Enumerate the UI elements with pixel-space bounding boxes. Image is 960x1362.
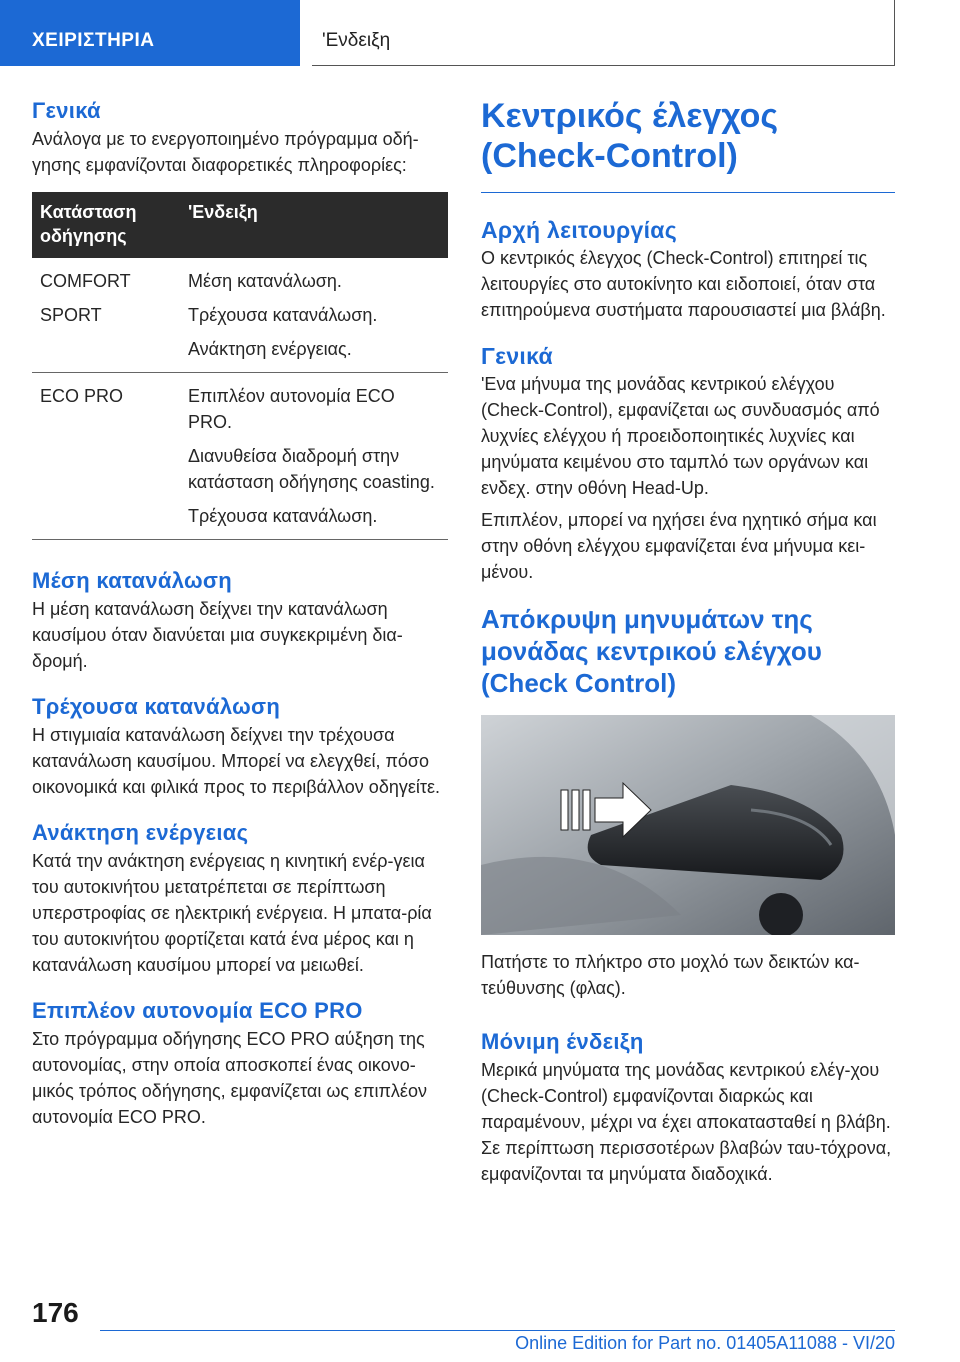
table-cell-mode [32,373,180,540]
mode-sport: SPORT [40,305,102,325]
average-consumption-paragraph: Η μέση κατανάλωση δείχνει την κατανάλωση καυσίμου όταν διανύεται μια συγκεκριμένη δια-δρομή. [32,599,403,671]
display-item: Ανάκτηση ενέργειας. [188,339,352,359]
table-row [32,258,448,373]
permanent-display-paragraph: Μερικά μηνύματα της μονάδας κεντρικού ελέγ-χου (Check-Control) εμφανίζονται διαρκώς και παραμένουν, μέχρι να έχει αποκατασταθεί η βλάβη. Σε περίπτωση περισσοτέρων βλαβών ταυ-τόχρονα, εμφανίζονται τα μηνύματα διαδοχικά. [481,1060,892,1184]
permanent-display-heading: Μόνιμη ένδειξη [481,1029,644,1054]
general-paragraph: Ανάλογα με το ενεργοποιημένο πρόγραμμα οδή-γησης εμφανίζονται διαφορετικές πληροφορίες: [32,129,419,175]
chapter-tab[interactable]: 'Ενδειξη [312,0,895,66]
mode-comfort: COMFORT [40,271,131,291]
page-number: 176 [32,1297,79,1328]
mode-eco-pro: ECO PRO [40,386,124,406]
table-cell-display [180,373,448,540]
principle-paragraph: Ο κεντρικός έλεγχος (Check-Control) επιτηρεί τις λειτουργίες στο αυτοκίνητο και ειδοποιεί, όταν στα επιτηρούμενα συστήματα παρουσιαστεί μια βλάβη. [481,248,886,320]
general-paragraph-right: 'Ενα μήνυμα της μονάδας κεντρικού ελέγχου (Check-Control), εμφανίζεται ως συνδυασμός από λυχνίες ελέγχου ή προειδοποιητικές λυχνίες και μηνύματα κειμένου στο ταμπλό των οργάνων και ενδεχ. στην οθόνη Head-Up. [481,374,880,498]
general-heading-right: Γενικά [481,343,553,369]
header-underline [0,64,300,66]
table-cell-mode [32,258,180,373]
table-header-mode: Κατάσταση οδήγησης [32,192,180,258]
eco-pro-range-paragraph: Στο πρόγραμμα οδήγησης ECO PRO αύξηση της αυτονομίας, στην οποία αποσκοπεί ένας οικονο-μικός τρόπος οδήγησης, εμφανίζεται ως επιπλέον αυτονομία ECO PRO. [32,1029,427,1127]
section-tab[interactable]: ΧΕΙΡΙΣΤΗΡΙΑ [0,0,300,66]
table-header-row [32,192,448,258]
display-item: Μέση κατανάλωση. [188,271,342,291]
drive-mode-table [32,192,448,540]
right-column [481,96,895,1187]
display-item: Τρέχουσα κατανάλωση. [188,305,378,325]
title-divider [481,192,895,193]
current-consumption-paragraph: Η στιγμιαία κατανάλωση δείχνει την τρέχουσα κατανάλωση καυσίμου. Μπορεί να ελεγχθεί, πόσο οικονομικά και φιλικά προς το περιβάλλον οδηγείτε. [32,725,441,797]
display-item: Διανυθείσα διαδρομή στην κατάσταση οδήγησης coasting. [188,446,435,492]
page-header [0,0,960,66]
left-column [32,96,448,1130]
general-heading: Γενικά [32,98,101,123]
table-header-display: 'Ενδειξη [180,192,448,258]
average-consumption-heading: Μέση κατανάλωση [32,568,232,593]
check-control-title: Κεντρικός έλεγχος (Check-Control) [481,97,779,175]
eco-pro-range-heading: Επιπλέον αυτονομία ECO PRO [32,998,363,1023]
principle-heading: Αρχή λειτουργίας [481,217,677,243]
energy-recovery-heading: Ανάκτηση ενέργειας [32,820,249,845]
turn-signal-lever-photo [481,715,895,935]
display-item: Τρέχουσα κατανάλωση. [188,506,378,526]
table-row [32,373,448,540]
footer-divider [100,1330,895,1331]
energy-recovery-paragraph: Κατά την ανάκτηση ενέργειας η κινητική ενέρ-γεια του αυτοκινήτου μετατρέπεται σε περίπτωση υπερστροφίας σε ηλεκτρική ενέργεια. Η μπατα-ρία του αυτοκινήτου φορτίζεται κατά ένα μέρος και η κατανάλωση καυσίμου μπορεί να μειωθεί. [32,851,432,975]
display-item: Επιπλέον αυτονομία ECO PRO. [188,386,395,432]
hide-messages-paragraph: Πατήστε το πλήκτρο στο μοχλό των δεικτών κα-τεύθυνσης (φλας). [481,952,860,998]
current-consumption-heading: Τρέχουσα κατανάλωση [32,694,281,719]
table-cell-display [180,258,448,373]
hide-messages-heading: Απόκρυψη μηνυμάτων της μονάδας κεντρικού ελέγχου (Check Control) [481,604,822,698]
edition-footer: Online Edition for Part no. 01405A11088 - VI/20 [515,1333,895,1353]
general-paragraph-right-2: Επιπλέον, μπορεί να ηχήσει ένα ηχητικό σήμα και στην οθόνη ελέγχου εμφανίζεται ένα μήνυμα κει-μένου. [481,510,877,582]
